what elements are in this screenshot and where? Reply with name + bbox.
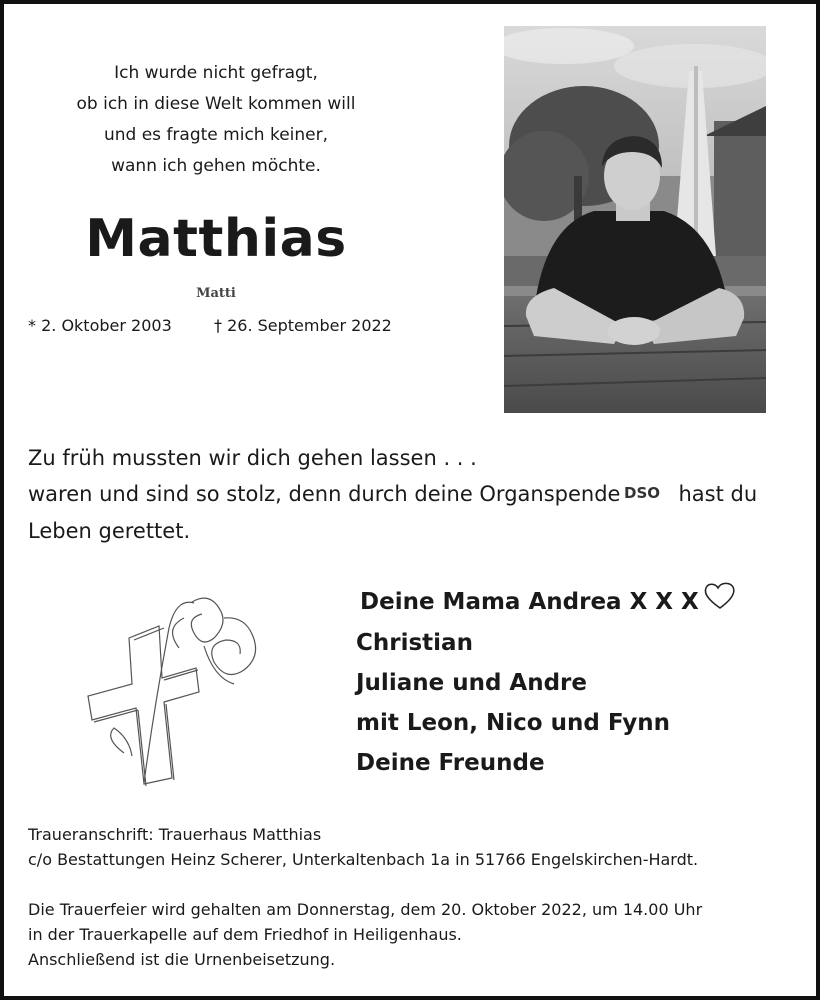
signature-line: Juliane und Andre bbox=[356, 670, 587, 696]
birth-date: * 2. Oktober 2003 bbox=[28, 316, 172, 335]
mourning-address bbox=[28, 822, 808, 872]
funeral-ceremony-info bbox=[28, 897, 808, 972]
death-date: † 26. September 2022 bbox=[214, 316, 392, 335]
heart-outline-icon bbox=[703, 582, 737, 623]
signature-line: mit Leon, Nico und Fynn bbox=[356, 710, 671, 736]
heart-icon bbox=[703, 582, 737, 610]
message-text: waren und sind so stolz, denn durch deine Organspende bbox=[28, 482, 621, 506]
ceremony-line: Die Trauerfeier wird gehalten am Donnerstag, dem 20. Oktober 2022, um 14.00 Uhr bbox=[28, 900, 703, 919]
signature-line: Deine Freunde bbox=[356, 750, 545, 776]
deceased-nickname: Matti bbox=[196, 286, 236, 301]
poem-line: und es fragte mich keiner, bbox=[103, 125, 329, 145]
deceased-name: Matthias bbox=[85, 209, 347, 269]
poem bbox=[56, 58, 376, 182]
address-line: Traueranschrift: Trauerhaus Matthias bbox=[28, 825, 322, 844]
message-text: hast du bbox=[678, 482, 758, 506]
message-line: Zu früh mussten wir dich gehen lassen . . . bbox=[28, 446, 477, 470]
message-line bbox=[28, 476, 808, 513]
poem-line: Ich wurde nicht gefragt, bbox=[114, 63, 318, 83]
portrait-photo-drawing bbox=[504, 26, 766, 413]
poem-line: ob ich in diese Welt kommen will bbox=[76, 94, 356, 114]
dso-logo-text: DSO bbox=[624, 484, 661, 502]
signature-line: Christian bbox=[356, 630, 473, 656]
signature-line bbox=[360, 582, 796, 623]
portrait-photo bbox=[504, 26, 766, 413]
dso-logo bbox=[624, 477, 668, 513]
dso-logo-mark bbox=[624, 482, 668, 502]
poem-line: wann ich gehen möchte. bbox=[111, 156, 321, 176]
cross-with-rose-drawing bbox=[84, 588, 274, 792]
address-line: c/o Bestattungen Heinz Scherer, Unterkaltenbach 1a in 51766 Engelskirchen-Hardt. bbox=[28, 850, 699, 869]
signature-mother: Deine Mama Andrea X X X bbox=[360, 589, 699, 615]
tribute-message bbox=[28, 440, 808, 549]
signatures bbox=[356, 582, 796, 783]
cross-icon bbox=[84, 588, 274, 788]
message-line: Leben gerettet. bbox=[28, 519, 191, 543]
ceremony-line: in der Trauerkapelle auf dem Friedhof in Heiligenhaus. bbox=[28, 925, 462, 944]
ceremony-line: Anschließend ist die Urnenbeisetzung. bbox=[28, 950, 336, 969]
